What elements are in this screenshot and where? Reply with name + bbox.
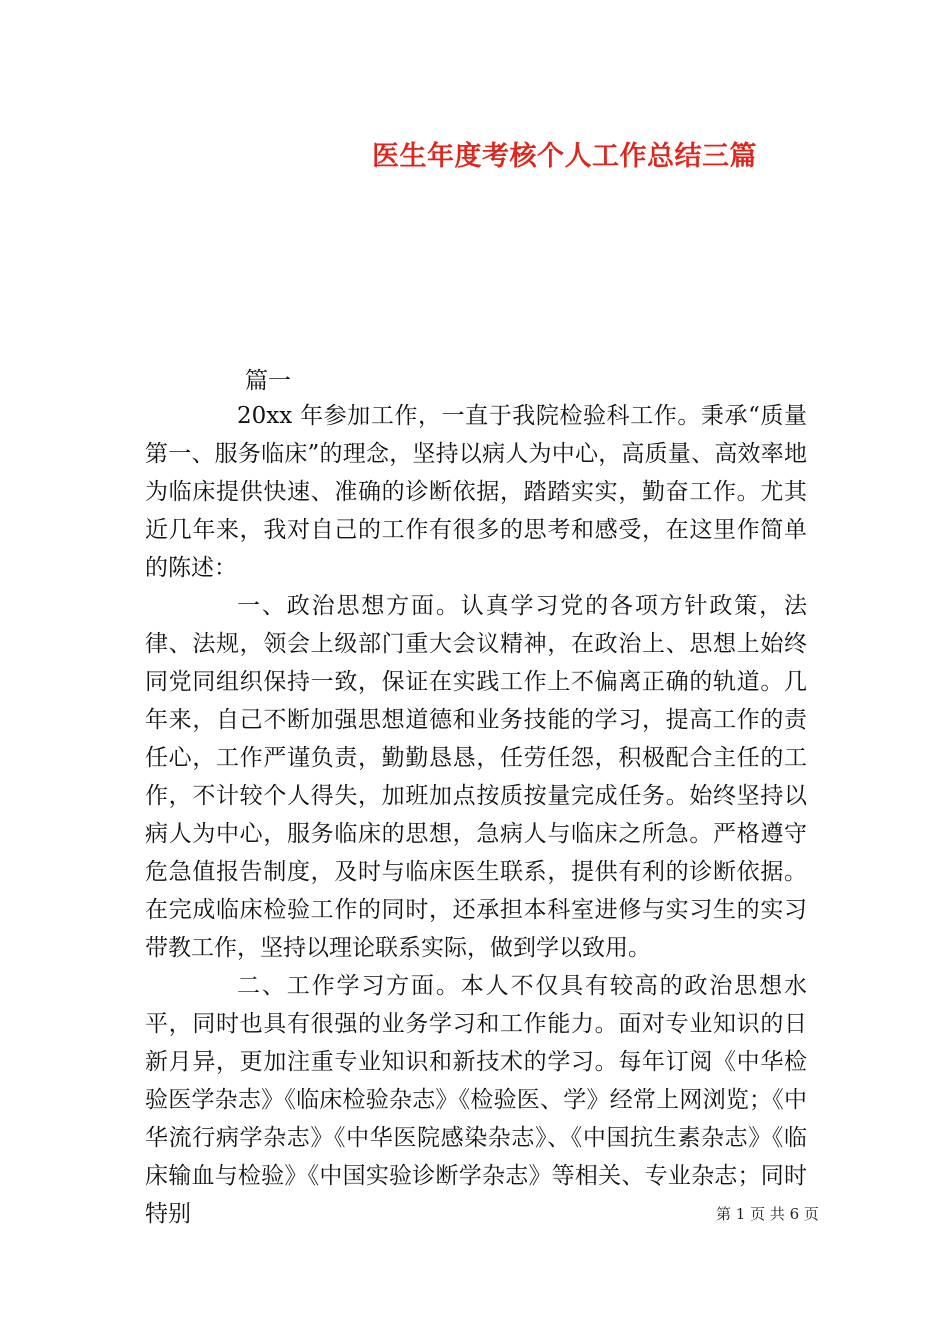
page-footer: 第 1 页 共 6 页 [716,1205,819,1223]
section-label: 篇一 [245,368,291,394]
paragraph: 20xx 年参加工作，一直于我院检验科工作。秉承“质量第一、服务临床”的理念，坚持以病人为中心，高质量、高效率地为临床提供快速、准确的诊断依据，踏踏实实，勤奋工作。尤其近几年来，我对自己的工作有很多的思考和感受，在这里作简单的陈述： [145,403,807,581]
document-body [145,397,807,1233]
paragraph: 二、工作学习方面。本人不仅具有较高的政治思想水平，同时也具有很强的业务学习和工作能力。面对专业知识的日新月异，更加注重专业知识和新技术的学习。每年订阅《中华检验医学杂志》《临床检验杂志》《检验医、学》经常上网浏览；《中华流行病学杂志》《中华医院感染杂志》、《中国抗生素杂志》《临床输血与检验》《中国实验诊断学杂志》等相关、专业杂志；同时特别 [145,973,807,1227]
paragraph: 一、政治思想方面。认真学习党的各项方针政策，法律、法规，领会上级部门重大会议精神，在政治上、思想上始终同党同组织保持一致，保证在实践工作上不偏离正确的轨道。几年来，自己不断加强思想道德和业务技能的学习，提高工作的责任心，工作严谨负责，勤勤恳恳，任劳任怨，积极配合主任的工作，不计较个人得失，加班加点按质按量完成任务。始终坚持以病人为中心，服务临床的思想，急病人与临床之所急。严格遵守危急值报告制度，及时与临床医生联系，提供有利的诊断依据。在完成临床检验工作的同时，还承担本科室进修与实习生的实习带教工作，坚持以理论联系实际，做到学以致用。 [145,593,807,961]
document-title: 医生年度考核个人工作总结三篇 [372,141,757,172]
